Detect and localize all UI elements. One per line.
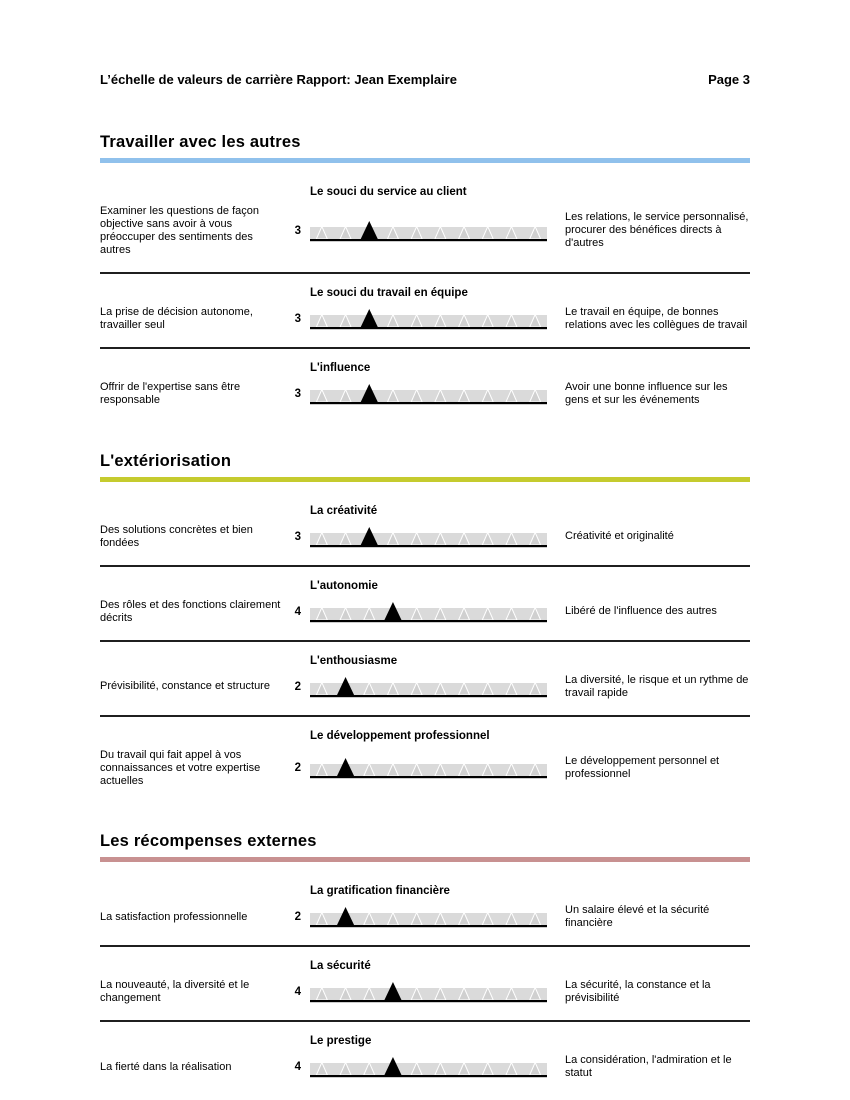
value-row [100, 347, 750, 422]
scale-title: L'autonomie [310, 579, 378, 592]
high-pole-text: La considération, l'admiration et le statut [565, 1054, 732, 1080]
score-value: 4 [294, 986, 301, 999]
section-rows [100, 872, 750, 1095]
report-page [100, 0, 750, 1095]
section-underline [100, 857, 750, 862]
scale-baseline [310, 1000, 547, 1002]
scale-baseline [310, 620, 547, 622]
scale-title: L'influence [310, 361, 371, 374]
scale-baseline [310, 327, 547, 329]
report-body [100, 133, 750, 1095]
section-title: Travailler avec les autres [100, 133, 301, 151]
low-pole-text: Prévisibilité, constance et structure [100, 680, 270, 693]
low-pole-text: Des rôles et des fonctions clairement décrits [100, 598, 281, 624]
low-pole-text: La nouveauté, la diversité et le changement [100, 979, 250, 1005]
scale-title: L'enthousiasme [310, 654, 398, 667]
section-rows [100, 173, 750, 422]
score-value: 3 [294, 224, 301, 237]
section-title: L'extériorisation [100, 451, 232, 470]
value-row [100, 272, 750, 347]
high-pole-text: Libéré de l'influence des autres [565, 605, 717, 618]
section-underline [100, 158, 750, 163]
section [100, 832, 750, 1095]
score-value: 2 [294, 762, 301, 775]
high-pole-text: Créativité et originalité [565, 530, 674, 543]
page-number: Page 3 [708, 72, 750, 87]
scale-title: Le prestige [310, 1035, 372, 1048]
scale-title: La sécurité [310, 960, 371, 973]
high-pole-text: Le travail en équipe, de bonnes relations avec les collègues de travail [565, 305, 748, 331]
value-row [100, 640, 750, 715]
report-title: L’échelle de valeurs de carrière Rapport: Jean Exemplaire [100, 72, 457, 87]
score-value: 2 [294, 911, 301, 924]
high-pole-text: Le développement personnel et professionnel [565, 755, 720, 781]
scale-title: Le souci du travail en équipe [310, 286, 468, 299]
score-value: 3 [294, 387, 301, 400]
score-value: 4 [294, 1061, 301, 1074]
page-header [100, 72, 750, 87]
high-pole-text: La sécurité, la constance et la prévisibilité [565, 979, 711, 1005]
section [100, 133, 750, 422]
value-row [100, 945, 750, 1020]
high-pole-text: Avoir une bonne influence sur les gens et sur les événements [565, 380, 728, 406]
value-scale [310, 905, 547, 929]
value-scale [310, 219, 547, 243]
scale-title: Le développement professionnel [310, 729, 490, 742]
section-underline [100, 477, 750, 482]
section [100, 452, 750, 803]
scale-baseline [310, 239, 547, 241]
value-scale [310, 307, 547, 331]
low-pole-text: Offrir de l'expertise sans être responsable [100, 380, 241, 406]
high-pole-text: Un salaire élevé et la sécurité financière [565, 904, 710, 930]
section-title: Les récompenses externes [100, 832, 317, 851]
value-row [100, 1020, 750, 1095]
score-value: 3 [294, 530, 301, 543]
scale-baseline [310, 545, 547, 547]
low-pole-text: Des solutions concrètes et bien fondées [100, 523, 253, 549]
value-scale [310, 675, 547, 699]
scale-title: Le souci du service au client [310, 186, 467, 198]
scale-baseline [310, 1075, 547, 1077]
score-value: 4 [294, 605, 301, 618]
value-row [100, 872, 750, 945]
low-pole-text: La fierté dans la réalisation [100, 1060, 232, 1073]
value-scale [310, 525, 547, 549]
value-row [100, 173, 750, 272]
value-scale [310, 382, 547, 406]
value-row [100, 715, 750, 803]
scale-title: La gratification financière [310, 885, 450, 898]
high-pole-text: La diversité, le risque et un rythme de travail rapide [565, 673, 749, 699]
value-row [100, 492, 750, 565]
score-value: 2 [294, 680, 301, 693]
scale-baseline [310, 402, 547, 404]
value-scale [310, 756, 547, 780]
low-pole-text: Du travail qui fait appel à vos connaissances et votre expertise actuelles [100, 748, 261, 787]
score-value: 3 [294, 312, 301, 325]
low-pole-text: La prise de décision autonome, travailler seul [100, 305, 253, 331]
low-pole-text: La satisfaction professionnelle [100, 910, 248, 923]
value-scale [310, 980, 547, 1004]
value-row [100, 565, 750, 640]
section-rows [100, 492, 750, 803]
scale-title: La créativité [310, 504, 378, 517]
high-pole-text: Les relations, le service personnalisé, procurer des bénéfices directs à d'autres [565, 211, 749, 250]
value-scale [310, 1055, 547, 1079]
low-pole-text: Examiner les questions de façon objective sans avoir à vous préoccuper des sentiments des autres [100, 205, 259, 256]
value-scale [310, 600, 547, 624]
